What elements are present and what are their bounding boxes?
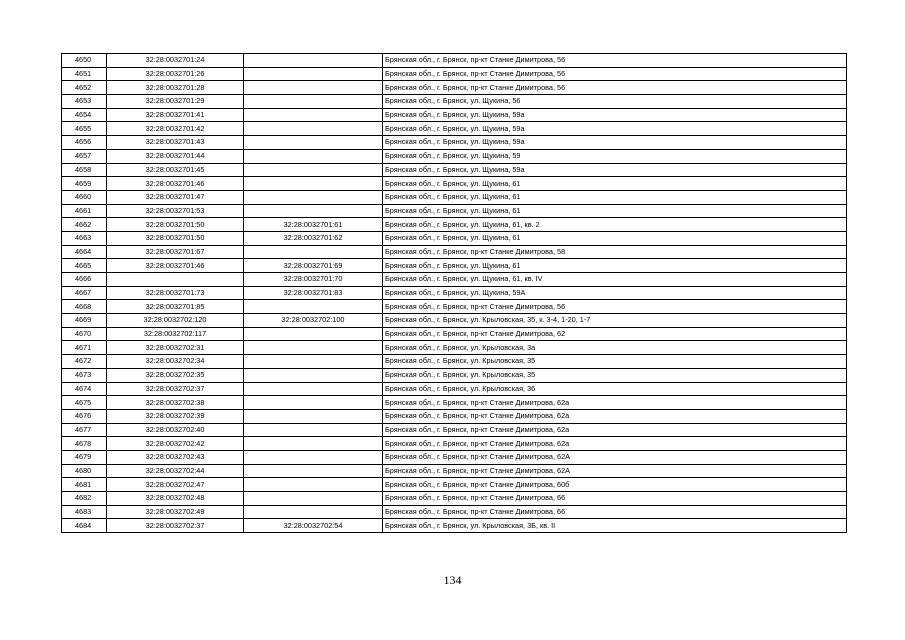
row-number-cell: 4659 <box>62 177 107 191</box>
cadastral-number-cell: 32:28:0032702:35 <box>107 368 244 382</box>
cadastral-number-cell: 32:28:0032701:53 <box>107 204 244 218</box>
table-row <box>62 149 847 163</box>
related-cadastral-number-cell <box>244 464 383 478</box>
row-number-cell: 4683 <box>62 505 107 519</box>
table-row <box>62 245 847 259</box>
address-cell: Брянская обл., г. Брянск, ул. Щукина, 59а <box>383 108 847 122</box>
cadastral-number-cell: 32:28:0032701:46 <box>107 177 244 191</box>
table-row <box>62 286 847 300</box>
row-number-cell: 4663 <box>62 231 107 245</box>
row-number-cell: 4652 <box>62 81 107 95</box>
related-cadastral-number-cell <box>244 450 383 464</box>
address-cell: Брянская обл., г. Брянск, ул. Крыловская, 3а <box>383 341 847 355</box>
row-number-cell: 4681 <box>62 478 107 492</box>
row-number-cell: 4682 <box>62 492 107 506</box>
table-row <box>62 314 847 328</box>
related-cadastral-number-cell: 32:28:0032701:61 <box>244 218 383 232</box>
cadastral-number-cell: 32:28:0032702:42 <box>107 437 244 451</box>
table-row <box>62 54 847 68</box>
address-cell: Брянская обл., г. Брянск, пр-кт Станке Димитрова, 62а <box>383 423 847 437</box>
cadastral-number-cell: 32:28:0032701:67 <box>107 245 244 259</box>
page-number: 134 <box>443 573 462 587</box>
row-number-cell: 4664 <box>62 245 107 259</box>
address-cell: Брянская обл., г. Брянск, пр-кт Станке Димитрова, 56 <box>383 54 847 68</box>
table-row <box>62 423 847 437</box>
table-row <box>62 355 847 369</box>
related-cadastral-number-cell <box>244 478 383 492</box>
address-cell: Брянская обл., г. Брянск, ул. Щукина, 61, кв. 2 <box>383 218 847 232</box>
table-row <box>62 95 847 109</box>
related-cadastral-number-cell <box>244 327 383 341</box>
related-cadastral-number-cell <box>244 108 383 122</box>
cadastral-number-cell: 32:28:0032701:41 <box>107 108 244 122</box>
row-number-cell: 4660 <box>62 190 107 204</box>
table-row <box>62 108 847 122</box>
related-cadastral-number-cell <box>244 54 383 68</box>
related-cadastral-number-cell <box>244 300 383 314</box>
table-row <box>62 136 847 150</box>
table-row <box>62 273 847 287</box>
cadastral-number-cell: 32:28:0032702:43 <box>107 450 244 464</box>
row-number-cell: 4658 <box>62 163 107 177</box>
address-cell: Брянская обл., г. Брянск, ул. Щукина, 61 <box>383 204 847 218</box>
cadastral-number-cell: 32:28:0032701:24 <box>107 54 244 68</box>
table-row <box>62 519 847 533</box>
row-number-cell: 4657 <box>62 149 107 163</box>
table-row <box>62 505 847 519</box>
address-cell: Брянская обл., г. Брянск, ул. Щукина, 61 <box>383 259 847 273</box>
table-row <box>62 81 847 95</box>
table-row <box>62 190 847 204</box>
address-cell: Брянская обл., г. Брянск, пр-кт Станке Димитрова, 62 <box>383 327 847 341</box>
related-cadastral-number-cell <box>244 437 383 451</box>
address-cell: Брянская обл., г. Брянск, пр-кт Станке Димитрова, 62а <box>383 396 847 410</box>
table-row <box>62 231 847 245</box>
table-row <box>62 122 847 136</box>
table-row <box>62 218 847 232</box>
address-cell: Брянская обл., г. Брянск, ул. Крыловская, 3Б, кв. II <box>383 519 847 533</box>
related-cadastral-number-cell <box>244 492 383 506</box>
cadastral-number-cell: 32:28:0032702:47 <box>107 478 244 492</box>
row-number-cell: 4671 <box>62 341 107 355</box>
row-number-cell: 4678 <box>62 437 107 451</box>
table-row <box>62 368 847 382</box>
address-cell: Брянская обл., г. Брянск, пр-кт Станке Димитрова, 62а <box>383 409 847 423</box>
table-row <box>62 177 847 191</box>
row-number-cell: 4673 <box>62 368 107 382</box>
address-cell: Брянская обл., г. Брянск, пр-кт Станке Димитрова, 66 <box>383 505 847 519</box>
related-cadastral-number-cell <box>244 409 383 423</box>
cadastral-number-cell: 32:28:0032701:45 <box>107 163 244 177</box>
related-cadastral-number-cell <box>244 341 383 355</box>
address-cell: Брянская обл., г. Брянск, пр-кт Станке Димитрова, 56 <box>383 81 847 95</box>
table-row <box>62 341 847 355</box>
related-cadastral-number-cell <box>244 382 383 396</box>
address-cell: Брянская обл., г. Брянск, ул. Щукина, 59 <box>383 149 847 163</box>
table-row <box>62 259 847 273</box>
table-row <box>62 437 847 451</box>
related-cadastral-number-cell <box>244 245 383 259</box>
related-cadastral-number-cell: 32:28:0032701:83 <box>244 286 383 300</box>
row-number-cell: 4666 <box>62 273 107 287</box>
address-cell: Брянская обл., г. Брянск, ул. Щукина, 59а <box>383 122 847 136</box>
related-cadastral-number-cell <box>244 177 383 191</box>
related-cadastral-number-cell: 32:28:0032701:70 <box>244 273 383 287</box>
cadastral-number-cell: 32:28:0032701:85 <box>107 300 244 314</box>
table-row <box>62 382 847 396</box>
row-number-cell: 4653 <box>62 95 107 109</box>
data-table <box>61 53 847 533</box>
related-cadastral-number-cell: 32:28:0032702:100 <box>244 314 383 328</box>
cadastral-number-cell: 32:28:0032701:50 <box>107 231 244 245</box>
address-cell: Брянская обл., г. Брянск, ул. Щукина, 61 <box>383 190 847 204</box>
related-cadastral-number-cell <box>244 163 383 177</box>
row-number-cell: 4665 <box>62 259 107 273</box>
address-cell: Брянская обл., г. Брянск, ул. Щукина, 61 <box>383 177 847 191</box>
table-row <box>62 396 847 410</box>
cadastral-number-cell: 32:28:0032702:31 <box>107 341 244 355</box>
cadastral-number-cell: 32:28:0032701:28 <box>107 81 244 95</box>
cadastral-number-cell: 32:28:0032702:38 <box>107 396 244 410</box>
table-row <box>62 300 847 314</box>
cadastral-number-cell: 32:28:0032702:34 <box>107 355 244 369</box>
row-number-cell: 4674 <box>62 382 107 396</box>
cadastral-number-cell: 32:28:0032701:29 <box>107 95 244 109</box>
related-cadastral-number-cell <box>244 396 383 410</box>
address-cell: Брянская обл., г. Брянск, ул. Щукина, 61 <box>383 231 847 245</box>
cadastral-number-cell: 32:28:0032701:73 <box>107 286 244 300</box>
cadastral-number-cell: 32:28:0032702:37 <box>107 519 244 533</box>
address-cell: Брянская обл., г. Брянск, пр-кт Станке Димитрова, 62а <box>383 437 847 451</box>
cadastral-number-cell: 32:28:0032702:40 <box>107 423 244 437</box>
related-cadastral-number-cell <box>244 204 383 218</box>
row-number-cell: 4662 <box>62 218 107 232</box>
related-cadastral-number-cell <box>244 423 383 437</box>
address-cell: Брянская обл., г. Брянск, ул. Щукина, 61, кв. IV <box>383 273 847 287</box>
address-cell: Брянская обл., г. Брянск, ул. Крыловская, 35, к. 3-4, 1-20, 1-7 <box>383 314 847 328</box>
related-cadastral-number-cell <box>244 136 383 150</box>
row-number-cell: 4661 <box>62 204 107 218</box>
address-cell: Брянская обл., г. Брянск, пр-кт Станке Димитрова, 62А <box>383 464 847 478</box>
address-cell: Брянская обл., г. Брянск, ул. Крыловская, 35 <box>383 355 847 369</box>
row-number-cell: 4680 <box>62 464 107 478</box>
table-row <box>62 464 847 478</box>
table-row <box>62 67 847 81</box>
row-number-cell: 4655 <box>62 122 107 136</box>
table-row <box>62 204 847 218</box>
row-number-cell: 4677 <box>62 423 107 437</box>
row-number-cell: 4679 <box>62 450 107 464</box>
cadastral-number-cell: 32:28:0032701:46 <box>107 259 244 273</box>
row-number-cell: 4668 <box>62 300 107 314</box>
cadastral-number-cell: 32:28:0032702:39 <box>107 409 244 423</box>
cadastral-number-cell: 32:28:0032702:37 <box>107 382 244 396</box>
address-cell: Брянская обл., г. Брянск, ул. Щукина, 59а <box>383 136 847 150</box>
table-body <box>62 54 847 533</box>
row-number-cell: 4654 <box>62 108 107 122</box>
cadastral-number-cell: 32:28:0032702:48 <box>107 492 244 506</box>
row-number-cell: 4684 <box>62 519 107 533</box>
table-row <box>62 450 847 464</box>
related-cadastral-number-cell <box>244 95 383 109</box>
row-number-cell: 4672 <box>62 355 107 369</box>
related-cadastral-number-cell <box>244 67 383 81</box>
related-cadastral-number-cell <box>244 122 383 136</box>
table-row <box>62 327 847 341</box>
address-cell: Брянская обл., г. Брянск, ул. Щукина, 59А <box>383 286 847 300</box>
cadastral-number-cell <box>107 273 244 287</box>
address-cell: Брянская обл., г. Брянск, пр-кт Станке Димитрова, 62А <box>383 450 847 464</box>
related-cadastral-number-cell: 32:28:0032701:69 <box>244 259 383 273</box>
cadastral-number-cell: 32:28:0032701:26 <box>107 67 244 81</box>
related-cadastral-number-cell: 32:28:0032701:62 <box>244 231 383 245</box>
address-cell: Брянская обл., г. Брянск, пр-кт Станке Димитрова, 56 <box>383 300 847 314</box>
address-cell: Брянская обл., г. Брянск, пр-кт Станке Димитрова, 66 <box>383 492 847 506</box>
cadastral-number-cell: 32:28:0032702:120 <box>107 314 244 328</box>
address-cell: Брянская обл., г. Брянск, ул. Щукина, 56 <box>383 95 847 109</box>
address-cell: Брянская обл., г. Брянск, пр-кт Станке Димитрова, 56 <box>383 67 847 81</box>
related-cadastral-number-cell <box>244 190 383 204</box>
cadastral-number-cell: 32:28:0032702:117 <box>107 327 244 341</box>
cadastral-number-cell: 32:28:0032701:47 <box>107 190 244 204</box>
address-cell: Брянская обл., г. Брянск, пр-кт Станке Димитрова, 58 <box>383 245 847 259</box>
address-cell: Брянская обл., г. Брянск, пр-кт Станке Димитрова, 60б <box>383 478 847 492</box>
table-row <box>62 409 847 423</box>
cadastral-number-cell: 32:28:0032702:49 <box>107 505 244 519</box>
cadastral-number-cell: 32:28:0032701:42 <box>107 122 244 136</box>
row-number-cell: 4675 <box>62 396 107 410</box>
related-cadastral-number-cell <box>244 505 383 519</box>
row-number-cell: 4670 <box>62 327 107 341</box>
table-row <box>62 492 847 506</box>
related-cadastral-number-cell <box>244 368 383 382</box>
related-cadastral-number-cell <box>244 355 383 369</box>
cadastral-number-cell: 32:28:0032701:44 <box>107 149 244 163</box>
related-cadastral-number-cell <box>244 81 383 95</box>
address-cell: Брянская обл., г. Брянск, ул. Крыловская, 35 <box>383 368 847 382</box>
row-number-cell: 4656 <box>62 136 107 150</box>
address-cell: Брянская обл., г. Брянск, ул. Крыловская, 36 <box>383 382 847 396</box>
row-number-cell: 4667 <box>62 286 107 300</box>
cadastral-number-cell: 32:28:0032701:50 <box>107 218 244 232</box>
row-number-cell: 4669 <box>62 314 107 328</box>
address-cell: Брянская обл., г. Брянск, ул. Щукина, 59а <box>383 163 847 177</box>
related-cadastral-number-cell <box>244 149 383 163</box>
row-number-cell: 4650 <box>62 54 107 68</box>
row-number-cell: 4651 <box>62 67 107 81</box>
table-row <box>62 163 847 177</box>
cadastral-number-cell: 32:28:0032701:43 <box>107 136 244 150</box>
related-cadastral-number-cell: 32:28:0032702:54 <box>244 519 383 533</box>
row-number-cell: 4676 <box>62 409 107 423</box>
cadastral-number-cell: 32:28:0032702:44 <box>107 464 244 478</box>
table-row <box>62 478 847 492</box>
